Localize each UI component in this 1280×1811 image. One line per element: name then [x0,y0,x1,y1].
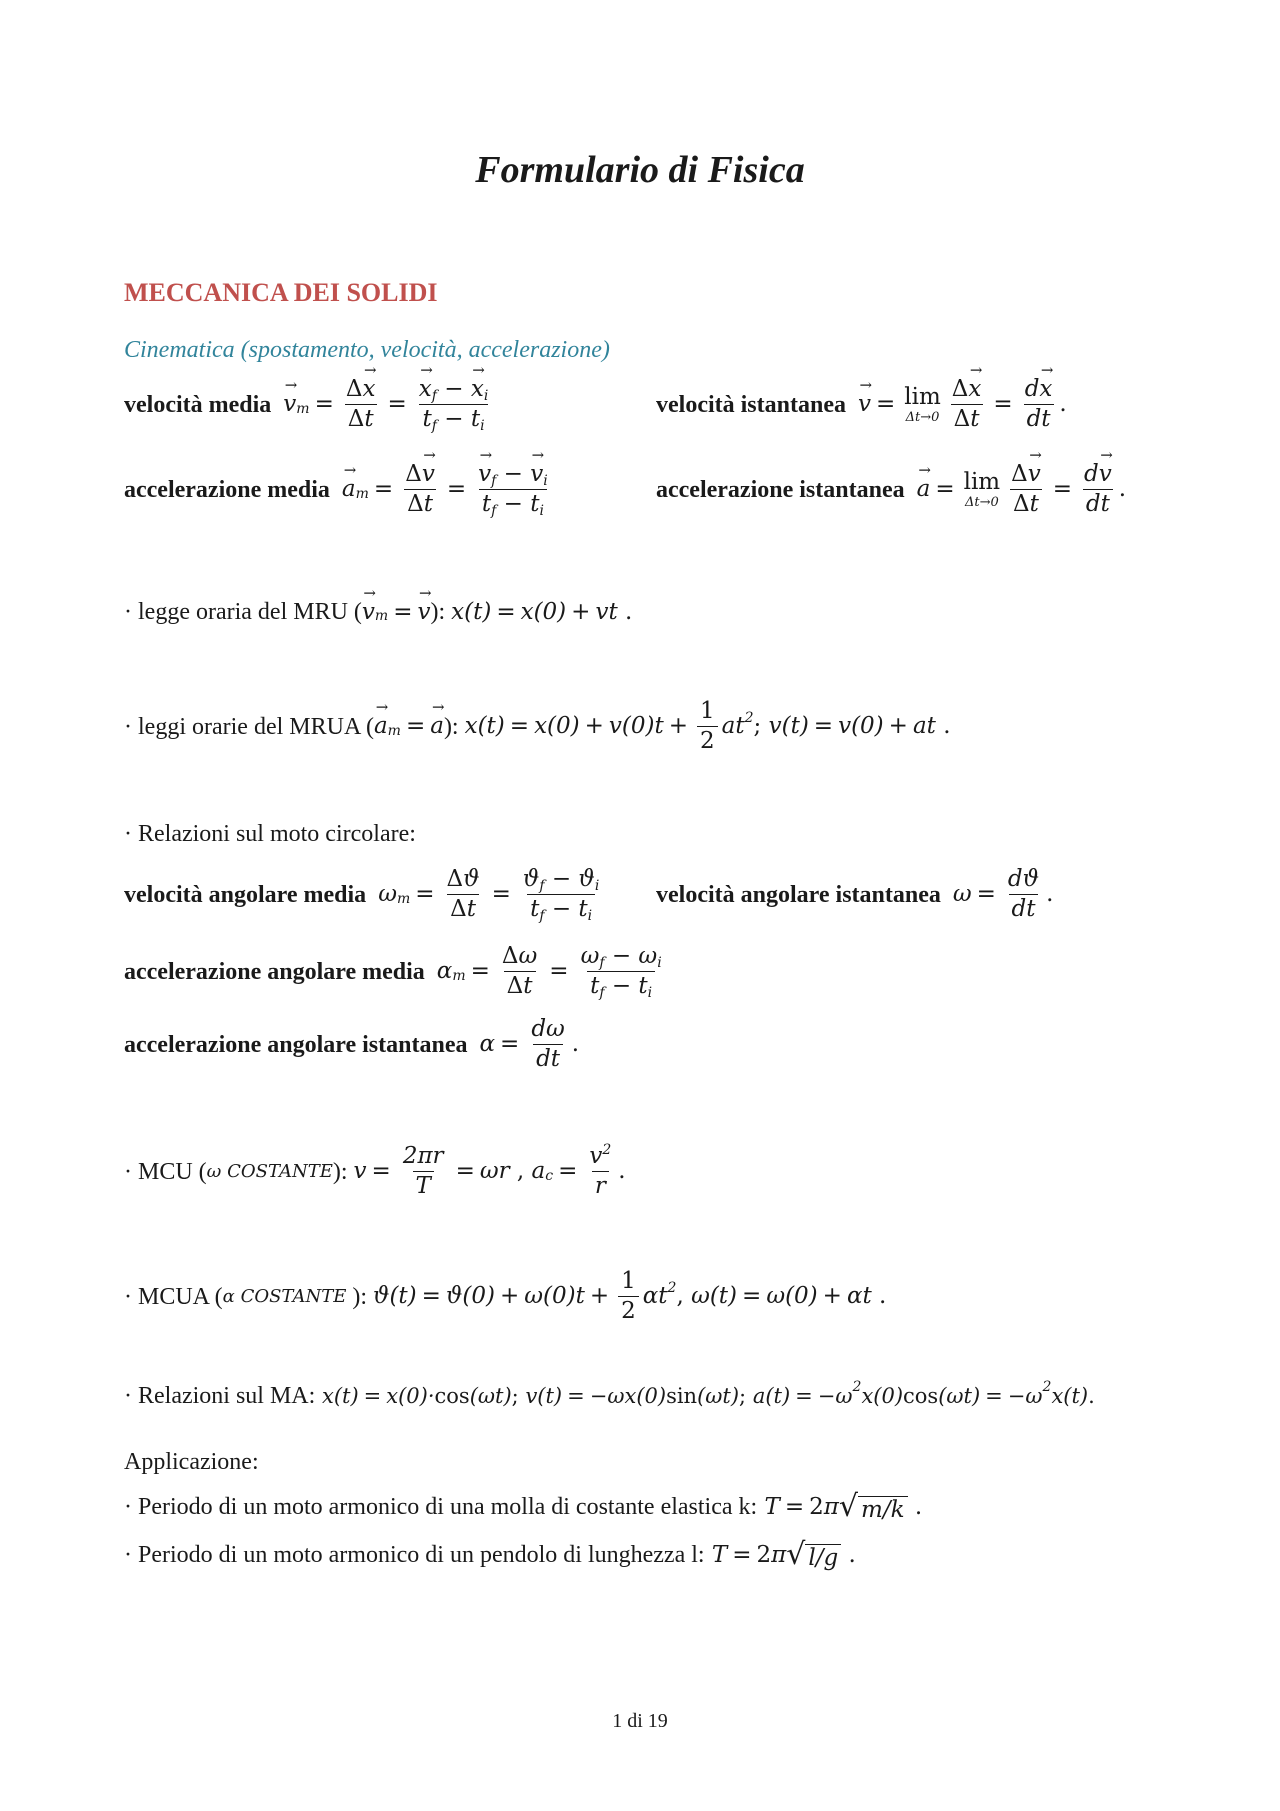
text-costante-mcua: COSTANTE [240,1285,347,1307]
page-number: 1 di 19 [612,1710,668,1732]
text-applicazione: Applicazione: [124,1449,259,1475]
text-ma: · Relazioni sul MA: [124,1383,316,1409]
label-accelerazione-media: accelerazione media [124,476,330,503]
formula-mru: · legge oraria del MRU ( → v $_m$ = → v ): x(t) = x(0) + vt . [124,600,632,624]
formula-molla: · Periodo di un moto armonico di una molla di costante elastica k: T = 2 π √ m/k . [124,1489,923,1524]
text-mcua: · MCUA ( [124,1283,223,1310]
formula-mcua: · MCUA ( α COSTANTE ): ϑ(t) = ϑ(0) + ω(0)t + $\frac{1}{2}$ αt $^2$ , ω(t) = ω(0) + αt . [124,1268,887,1324]
formula-velocita-angolare-istantanea: velocità angolare istantanea ω = $\frac{dϑ}{dt}$ . [656,866,1054,922]
text-molla: · Periodo di un moto armonico di una molla di costante elastica k: [124,1494,758,1520]
formula-accelerazione-istantanea: accelerazione istantanea → a = lim Δt→0 $\frac{\Delta\to v}{\Delta t}$ = $\frac{d\to v}{dt}$ . [656,463,1126,516]
formula-mcu: · MCU ( ω COSTANTE ): v = $\frac{2\pi r}{T}$ = ωr , a $_c$ = $\frac{v^2}{r}$ . [124,1142,626,1199]
page-title: Formulario di Fisica [475,149,805,191]
subsection-heading: Cinematica (spostamento, velocità, accelerazione) [124,337,610,363]
formula-accelerazione-angolare-media: accelerazione angolare media α $_m$ = $\frac{\Delta\omega}{\Delta t}$ = $\frac{\omega_f - \omega_i}{t_f - t_i}$ [124,943,662,1001]
label-velocita-angolare-media: velocità angolare media [124,881,367,908]
text-costante-mcu: COSTANTE [227,1160,333,1182]
text-circolare: · Relazioni sul moto circolare: [124,821,416,847]
section-heading: MECCANICA DEI SOLIDI [124,278,438,307]
formula-accelerazione-media: accelerazione media → a $_m$ = $\frac{\Delta\to v}{\Delta t}$ = → $\frac{v_f - \to v_i}{t_f - t_i}$ [124,463,555,516]
label-accelerazione-istantanea: accelerazione istantanea [656,476,905,503]
formula-pendolo: · Periodo di un moto armonico di un pendolo di lunghezza l: T = 2 π √ l/g . [124,1537,856,1572]
formula-accelerazione-angolare-istantanea: accelerazione angolare istantanea α = $\frac{d\omega}{dt}$ . [124,1016,580,1072]
text-mru: · legge oraria del MRU ( [124,599,362,625]
text-pendolo: · Periodo di un moto armonico di un pendolo di lunghezza l: [124,1542,705,1568]
formula-velocita-media: velocità media → v $_m$ = $\frac{\Delta\to x}{\Delta t}$ = → $\frac{x_f - \to x_i}{t_f - t_i}$ [124,378,495,431]
text-mrua: · leggi orarie del MRUA ( [124,713,374,740]
text-mcu: · MCU ( [124,1158,207,1185]
label-velocita-media: velocità media [124,391,272,418]
label-accelerazione-angolare-istantanea: accelerazione angolare istantanea [124,1031,468,1058]
label-velocita-angolare-istantanea: velocità angolare istantanea [656,881,941,908]
formula-velocita-angolare-media: velocità angolare media ω $_m$ = $\frac{\Delta ϑ}{\Delta t}$ = $\frac{ϑ_f - ϑ_i}{t_f - t_i}$ [124,866,600,924]
label-velocita-istantanea: velocità istantanea [656,391,846,418]
formula-ma: · Relazioni sul MA: x(t) = x(0)· cos (ωt) ; v(t) = −ωx(0) sin (ωt) ; a(t) = −ω $^2$ x(0) cos (ωt) = −ω $^2$ x(t) . [124,1379,1095,1409]
formula-velocita-istantanea: velocità istantanea → v = lim Δt→0 $\frac{\Delta\to x}{\Delta t}$ = $\frac{d\to x}{dt}$ . [656,378,1067,431]
formula-mrua: · leggi orarie del MRUA ( → a $_m$ = → a ): x(t) = x(0) + v(0)t + $\frac{1}{2}$ at $^2$ ; v(t) = v(0) + at . [124,700,951,753]
label-accelerazione-angolare-media: accelerazione angolare media [124,958,425,985]
